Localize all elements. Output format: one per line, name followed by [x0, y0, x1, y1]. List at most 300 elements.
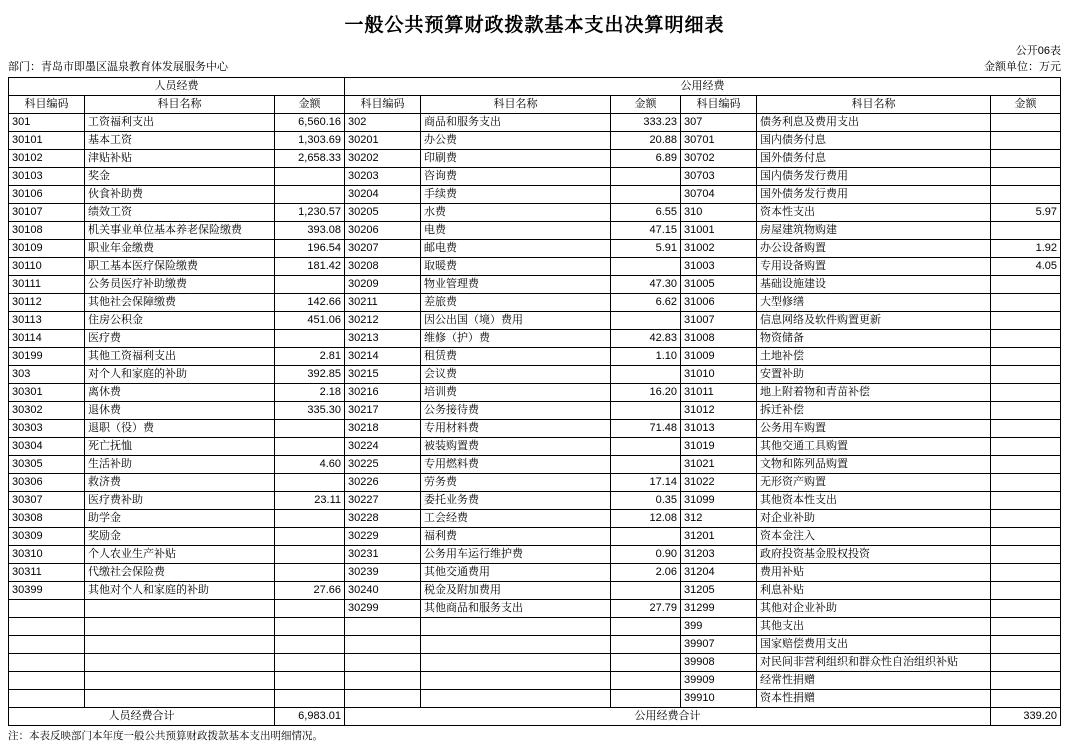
cell-goods-name: 租赁费	[421, 348, 611, 366]
table-row	[9, 312, 1061, 330]
cell-other-code: 31021	[681, 456, 757, 474]
cell-other-amount	[991, 222, 1061, 240]
cell-goods-code: 302	[345, 114, 421, 132]
cell-personnel-amount: 4.60	[275, 456, 345, 474]
cell-goods-code: 30205	[345, 204, 421, 222]
cell-personnel-amount	[275, 600, 345, 618]
cell-goods-amount	[611, 618, 681, 636]
cell-personnel-amount: 142.66	[275, 294, 345, 312]
cell-goods-name: 专用材料费	[421, 420, 611, 438]
cell-goods-name: 水费	[421, 204, 611, 222]
cell-goods-name: 培训费	[421, 384, 611, 402]
cell-goods-code	[345, 636, 421, 654]
cell-personnel-amount	[275, 330, 345, 348]
cell-other-amount	[991, 564, 1061, 582]
cell-goods-amount	[611, 456, 681, 474]
cell-goods-amount	[611, 654, 681, 672]
cell-personnel-code: 30302	[9, 402, 85, 420]
cell-other-amount	[991, 348, 1061, 366]
cell-personnel-amount	[275, 528, 345, 546]
table-row	[9, 348, 1061, 366]
header-personnel-code: 科目编码	[9, 96, 85, 114]
cell-personnel-code: 30399	[9, 582, 85, 600]
table-row	[9, 528, 1061, 546]
cell-other-name: 国内债务发行费用	[757, 168, 991, 186]
department-label: 部门：	[8, 61, 41, 73]
cell-goods-code	[345, 672, 421, 690]
cell-other-name: 办公设备购置	[757, 240, 991, 258]
table-row	[9, 636, 1061, 654]
cell-personnel-code: 301	[9, 114, 85, 132]
cell-personnel-name: 医疗费补助	[85, 492, 275, 510]
cell-personnel-code: 30309	[9, 528, 85, 546]
cell-personnel-code	[9, 636, 85, 654]
cell-personnel-amount: 1,230.57	[275, 204, 345, 222]
cell-personnel-amount: 23.11	[275, 492, 345, 510]
cell-personnel-amount	[275, 636, 345, 654]
cell-goods-amount: 6.62	[611, 294, 681, 312]
cell-personnel-amount	[275, 438, 345, 456]
cell-goods-amount: 16.20	[611, 384, 681, 402]
cell-goods-code: 30211	[345, 294, 421, 312]
amount-unit-label: 金额单位：	[984, 61, 1039, 73]
cell-goods-name: 工会经费	[421, 510, 611, 528]
cell-goods-code: 30213	[345, 330, 421, 348]
cell-goods-name	[421, 618, 611, 636]
cell-goods-amount: 0.90	[611, 546, 681, 564]
cell-other-name: 其他交通工具购置	[757, 438, 991, 456]
cell-personnel-code: 30108	[9, 222, 85, 240]
cell-personnel-name: 退休费	[85, 402, 275, 420]
cell-other-name: 国外债务付息	[757, 150, 991, 168]
cell-goods-code: 30209	[345, 276, 421, 294]
cell-other-name: 国家赔偿费用支出	[757, 636, 991, 654]
table-row	[9, 492, 1061, 510]
cell-personnel-code	[9, 618, 85, 636]
cell-other-amount	[991, 654, 1061, 672]
cell-goods-amount: 27.79	[611, 600, 681, 618]
cell-personnel-code: 30102	[9, 150, 85, 168]
cell-other-amount	[991, 438, 1061, 456]
cell-goods-amount	[611, 438, 681, 456]
cell-goods-name: 商品和服务支出	[421, 114, 611, 132]
cell-other-amount	[991, 690, 1061, 708]
cell-other-name: 物资储备	[757, 330, 991, 348]
cell-goods-name: 物业管理费	[421, 276, 611, 294]
cell-other-amount	[991, 186, 1061, 204]
cell-goods-name: 印刷费	[421, 150, 611, 168]
cell-personnel-amount	[275, 186, 345, 204]
table-row	[9, 582, 1061, 600]
cell-other-code: 39909	[681, 672, 757, 690]
cell-goods-code	[345, 618, 421, 636]
cell-personnel-name: 助学金	[85, 510, 275, 528]
cell-personnel-amount	[275, 510, 345, 528]
cell-other-name: 其他对企业补助	[757, 600, 991, 618]
cell-other-code: 31013	[681, 420, 757, 438]
table-row	[9, 600, 1061, 618]
cell-personnel-name: 其他社会保障缴费	[85, 294, 275, 312]
cell-personnel-name: 离休费	[85, 384, 275, 402]
cell-goods-code: 30203	[345, 168, 421, 186]
cell-personnel-code: 30106	[9, 186, 85, 204]
cell-other-code: 31019	[681, 438, 757, 456]
table-row	[9, 114, 1061, 132]
table-row	[9, 222, 1061, 240]
cell-other-code: 399	[681, 618, 757, 636]
group-header-personnel: 人员经费	[9, 78, 345, 96]
footnote: 注：本表反映部门本年度一般公共预算财政拨款基本支出明细情况。	[8, 730, 323, 742]
cell-other-name: 房屋建筑物购建	[757, 222, 991, 240]
cell-personnel-name: 工资福利支出	[85, 114, 275, 132]
budget-table	[8, 77, 1061, 726]
cell-goods-code: 30215	[345, 366, 421, 384]
header-goods-code: 科目编码	[345, 96, 421, 114]
cell-other-amount	[991, 402, 1061, 420]
table-row	[9, 132, 1061, 150]
cell-other-name: 大型修缮	[757, 294, 991, 312]
header-other-code: 科目编码	[681, 96, 757, 114]
cell-personnel-amount: 27.66	[275, 582, 345, 600]
cell-personnel-code: 303	[9, 366, 85, 384]
cell-goods-name: 邮电费	[421, 240, 611, 258]
cell-personnel-code: 30110	[9, 258, 85, 276]
cell-other-amount	[991, 672, 1061, 690]
cell-personnel-amount: 181.42	[275, 258, 345, 276]
cell-personnel-code: 30306	[9, 474, 85, 492]
cell-personnel-amount	[275, 672, 345, 690]
cell-other-code: 307	[681, 114, 757, 132]
cell-other-amount	[991, 312, 1061, 330]
header-goods-name: 科目名称	[421, 96, 611, 114]
cell-goods-code: 30231	[345, 546, 421, 564]
cell-other-amount	[991, 168, 1061, 186]
cell-goods-code: 30204	[345, 186, 421, 204]
cell-goods-amount	[611, 402, 681, 420]
cell-other-name: 文物和陈列品购置	[757, 456, 991, 474]
cell-personnel-code: 30107	[9, 204, 85, 222]
cell-personnel-code: 30304	[9, 438, 85, 456]
cell-other-name: 地上附着物和青苗补偿	[757, 384, 991, 402]
cell-goods-amount: 47.15	[611, 222, 681, 240]
cell-goods-amount: 42.83	[611, 330, 681, 348]
cell-other-amount	[991, 474, 1061, 492]
cell-other-amount: 5.97	[991, 204, 1061, 222]
cell-goods-amount	[611, 366, 681, 384]
cell-other-amount	[991, 294, 1061, 312]
cell-goods-amount	[611, 690, 681, 708]
table-row	[9, 654, 1061, 672]
cell-personnel-amount: 393.08	[275, 222, 345, 240]
cell-other-code: 39910	[681, 690, 757, 708]
cell-goods-amount: 6.89	[611, 150, 681, 168]
cell-other-name: 对企业补助	[757, 510, 991, 528]
cell-personnel-name: 奖励金	[85, 528, 275, 546]
cell-other-amount	[991, 150, 1061, 168]
cell-goods-name: 专用燃料费	[421, 456, 611, 474]
cell-other-code: 30702	[681, 150, 757, 168]
cell-other-name: 土地补偿	[757, 348, 991, 366]
header-other-amount: 金额	[991, 96, 1061, 114]
cell-goods-amount: 20.88	[611, 132, 681, 150]
cell-personnel-code: 30308	[9, 510, 85, 528]
table-row	[9, 294, 1061, 312]
public-total-amount: 339.20	[991, 708, 1061, 726]
table-row	[9, 150, 1061, 168]
cell-other-name: 信息网络及软件购置更新	[757, 312, 991, 330]
meta-row-department	[8, 59, 1061, 75]
cell-goods-code: 30240	[345, 582, 421, 600]
cell-other-amount	[991, 456, 1061, 474]
cell-other-amount	[991, 114, 1061, 132]
cell-goods-code: 30299	[345, 600, 421, 618]
cell-personnel-name	[85, 672, 275, 690]
amount-unit-line	[984, 59, 1061, 75]
cell-other-code: 31002	[681, 240, 757, 258]
cell-other-code: 31009	[681, 348, 757, 366]
cell-goods-amount	[611, 168, 681, 186]
table-row	[9, 546, 1061, 564]
cell-personnel-code: 30113	[9, 312, 85, 330]
cell-personnel-code: 30311	[9, 564, 85, 582]
cell-goods-amount	[611, 582, 681, 600]
cell-other-amount	[991, 546, 1061, 564]
cell-other-name: 经常性捐赠	[757, 672, 991, 690]
cell-personnel-amount	[275, 168, 345, 186]
cell-goods-amount	[611, 528, 681, 546]
cell-personnel-name	[85, 600, 275, 618]
cell-personnel-name: 其他对个人和家庭的补助	[85, 582, 275, 600]
cell-goods-amount: 333.23	[611, 114, 681, 132]
cell-other-amount: 4.05	[991, 258, 1061, 276]
cell-goods-amount: 71.48	[611, 420, 681, 438]
header-other-name: 科目名称	[757, 96, 991, 114]
cell-personnel-amount	[275, 690, 345, 708]
cell-personnel-code: 30305	[9, 456, 85, 474]
table-row	[9, 672, 1061, 690]
cell-personnel-code	[9, 672, 85, 690]
table-row	[9, 564, 1061, 582]
cell-other-amount	[991, 276, 1061, 294]
cell-goods-code: 30226	[345, 474, 421, 492]
cell-personnel-name: 津贴补贴	[85, 150, 275, 168]
cell-other-name: 费用补贴	[757, 564, 991, 582]
cell-other-amount	[991, 618, 1061, 636]
cell-other-name: 利息补贴	[757, 582, 991, 600]
cell-other-name: 资本性支出	[757, 204, 991, 222]
cell-personnel-code	[9, 654, 85, 672]
table-row	[9, 438, 1061, 456]
cell-goods-name: 劳务费	[421, 474, 611, 492]
cell-personnel-code	[9, 690, 85, 708]
cell-other-code: 31012	[681, 402, 757, 420]
cell-goods-code: 30227	[345, 492, 421, 510]
cell-other-code: 39907	[681, 636, 757, 654]
cell-personnel-amount: 6,560.16	[275, 114, 345, 132]
meta-left-spacer	[8, 43, 11, 59]
cell-personnel-name	[85, 690, 275, 708]
cell-goods-code: 30201	[345, 132, 421, 150]
cell-other-code: 312	[681, 510, 757, 528]
cell-goods-amount	[611, 186, 681, 204]
table-row	[9, 384, 1061, 402]
cell-other-name: 资本金注入	[757, 528, 991, 546]
table-row	[9, 258, 1061, 276]
cell-goods-code: 30217	[345, 402, 421, 420]
cell-other-amount	[991, 582, 1061, 600]
cell-goods-code: 30206	[345, 222, 421, 240]
table-row	[9, 204, 1061, 222]
table-row	[9, 366, 1061, 384]
cell-personnel-code: 30103	[9, 168, 85, 186]
cell-goods-amount	[611, 672, 681, 690]
cell-goods-name	[421, 636, 611, 654]
amount-unit-value: 万元	[1039, 61, 1061, 73]
table-row	[9, 240, 1061, 258]
cell-goods-name	[421, 654, 611, 672]
header-goods-amount: 金额	[611, 96, 681, 114]
cell-personnel-name: 公务员医疗补助缴费	[85, 276, 275, 294]
cell-personnel-code: 30101	[9, 132, 85, 150]
cell-goods-name: 福利费	[421, 528, 611, 546]
department-line	[8, 59, 228, 75]
cell-other-amount	[991, 600, 1061, 618]
table-row	[9, 402, 1061, 420]
cell-other-amount	[991, 330, 1061, 348]
cell-other-amount	[991, 366, 1061, 384]
cell-other-name: 公务用车购置	[757, 420, 991, 438]
cell-goods-name: 会议费	[421, 366, 611, 384]
cell-other-code: 31001	[681, 222, 757, 240]
cell-goods-code	[345, 654, 421, 672]
cell-personnel-code: 30303	[9, 420, 85, 438]
cell-goods-name	[421, 672, 611, 690]
cell-goods-name: 取暖费	[421, 258, 611, 276]
cell-personnel-code: 30307	[9, 492, 85, 510]
cell-goods-code: 30225	[345, 456, 421, 474]
cell-personnel-amount	[275, 474, 345, 492]
cell-personnel-amount	[275, 276, 345, 294]
cell-other-code: 31008	[681, 330, 757, 348]
cell-goods-code: 30218	[345, 420, 421, 438]
form-number: 公开06表	[1015, 45, 1061, 57]
cell-personnel-name: 职工基本医疗保险缴费	[85, 258, 275, 276]
cell-other-amount	[991, 132, 1061, 150]
department-name: 青岛市即墨区温泉教育体发展服务中心	[41, 61, 228, 73]
cell-goods-name: 其他交通费用	[421, 564, 611, 582]
cell-personnel-name: 基本工资	[85, 132, 275, 150]
cell-goods-code: 30239	[345, 564, 421, 582]
cell-personnel-name: 职业年金缴费	[85, 240, 275, 258]
cell-personnel-amount: 335.30	[275, 402, 345, 420]
table-row	[9, 474, 1061, 492]
cell-personnel-name: 生活补助	[85, 456, 275, 474]
public-total-label: 公用经费合计	[345, 708, 991, 726]
cell-other-amount	[991, 420, 1061, 438]
cell-other-code: 31204	[681, 564, 757, 582]
cell-other-amount	[991, 528, 1061, 546]
group-header-row	[9, 78, 1061, 96]
cell-goods-amount: 2.06	[611, 564, 681, 582]
cell-personnel-name: 对个人和家庭的补助	[85, 366, 275, 384]
personnel-total-amount: 6,983.01	[275, 708, 345, 726]
header-personnel-amount: 金额	[275, 96, 345, 114]
cell-other-code: 39908	[681, 654, 757, 672]
cell-goods-code: 30224	[345, 438, 421, 456]
cell-other-name: 政府投资基金股权投资	[757, 546, 991, 564]
cell-other-amount	[991, 510, 1061, 528]
page-title: 一般公共预算财政拨款基本支出决算明细表	[344, 15, 725, 36]
cell-goods-code: 30228	[345, 510, 421, 528]
cell-personnel-name	[85, 618, 275, 636]
cell-goods-amount: 47.30	[611, 276, 681, 294]
cell-personnel-amount: 2,658.33	[275, 150, 345, 168]
cell-goods-amount: 5.91	[611, 240, 681, 258]
cell-other-name: 国内债务付息	[757, 132, 991, 150]
cell-personnel-name: 其他工资福利支出	[85, 348, 275, 366]
cell-other-name: 其他资本性支出	[757, 492, 991, 510]
cell-personnel-name: 绩效工资	[85, 204, 275, 222]
column-header-row	[9, 96, 1061, 114]
cell-personnel-name: 奖金	[85, 168, 275, 186]
cell-personnel-name: 死亡抚恤	[85, 438, 275, 456]
cell-other-code: 31010	[681, 366, 757, 384]
cell-personnel-code	[9, 600, 85, 618]
cell-goods-name: 差旅费	[421, 294, 611, 312]
cell-goods-name: 委托业务费	[421, 492, 611, 510]
cell-personnel-name: 代缴社会保险费	[85, 564, 275, 582]
personnel-total-label: 人员经费合计	[9, 708, 275, 726]
totals-row	[9, 708, 1061, 726]
cell-other-code: 31011	[681, 384, 757, 402]
table-row	[9, 510, 1061, 528]
cell-goods-name: 税金及附加费用	[421, 582, 611, 600]
cell-goods-amount: 0.35	[611, 492, 681, 510]
table-row	[9, 186, 1061, 204]
cell-goods-code: 30212	[345, 312, 421, 330]
cell-personnel-amount: 1,303.69	[275, 132, 345, 150]
cell-goods-amount	[611, 258, 681, 276]
cell-goods-code: 30202	[345, 150, 421, 168]
cell-personnel-code: 30310	[9, 546, 85, 564]
table-row	[9, 420, 1061, 438]
cell-goods-code	[345, 690, 421, 708]
cell-goods-name: 维修（护）费	[421, 330, 611, 348]
cell-goods-code: 30216	[345, 384, 421, 402]
cell-other-name: 基础设施建设	[757, 276, 991, 294]
table-row	[9, 690, 1061, 708]
cell-other-code: 31099	[681, 492, 757, 510]
cell-personnel-name: 救济费	[85, 474, 275, 492]
cell-other-amount: 1.92	[991, 240, 1061, 258]
cell-personnel-code: 30111	[9, 276, 85, 294]
cell-other-name: 无形资产购置	[757, 474, 991, 492]
cell-other-name: 国外债务发行费用	[757, 186, 991, 204]
cell-other-code: 31022	[681, 474, 757, 492]
cell-goods-name: 手续费	[421, 186, 611, 204]
cell-other-name: 安置补助	[757, 366, 991, 384]
cell-goods-name: 被装购置费	[421, 438, 611, 456]
cell-other-code: 310	[681, 204, 757, 222]
cell-personnel-amount: 2.18	[275, 384, 345, 402]
cell-other-code: 31003	[681, 258, 757, 276]
cell-goods-amount: 12.08	[611, 510, 681, 528]
cell-personnel-name: 医疗费	[85, 330, 275, 348]
table-row	[9, 618, 1061, 636]
cell-other-code: 31201	[681, 528, 757, 546]
cell-goods-name: 公务用车运行维护费	[421, 546, 611, 564]
cell-personnel-name: 住房公积金	[85, 312, 275, 330]
